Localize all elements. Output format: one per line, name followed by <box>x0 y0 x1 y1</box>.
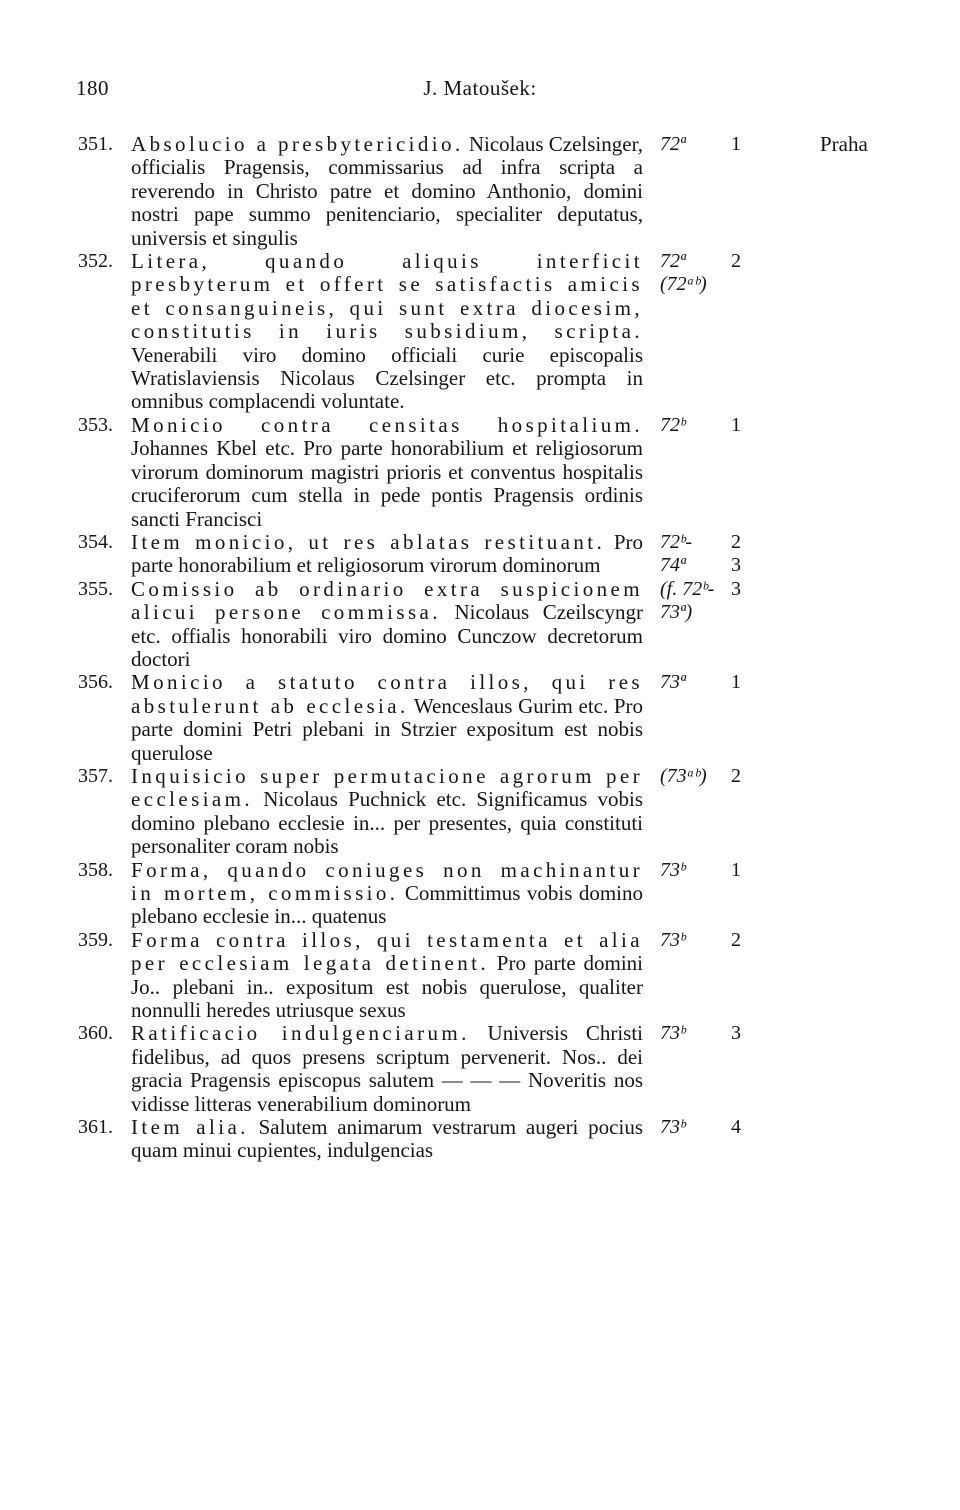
register-entry <box>0 1116 960 1163</box>
entry-title: Forma, quando coniuges non machinantur in mortem, commissio. <box>131 857 643 905</box>
entry-count <box>731 1116 751 1139</box>
entry-number: 358. <box>78 858 113 881</box>
entry-title: Monicio contra censitas hospitalium. <box>131 412 643 437</box>
register-entry <box>0 250 960 414</box>
entry-text: Universis Christi fidelibus, ad quos presens scriptum pervenerit. Nos.. dei gracia Pragensis episcopus salutem — — — Noveritis nos vidisse litteras venerabilium dominorum <box>131 1021 644 1116</box>
folio-line: 74ª <box>660 554 686 577</box>
folio-line: 73ª) <box>660 601 693 624</box>
count-line: 2 <box>731 764 741 787</box>
register-entries <box>0 133 960 1163</box>
entry-text: Nicolaus Czeilscyngr etc. offialis honorabili viro domino Cunczow decretorum doctori <box>131 600 643 671</box>
register-entry <box>0 133 960 250</box>
register-entry <box>0 929 960 1023</box>
entry-title: Monicio a statuto contra illos, qui res abstulerunt ab ecclesia. <box>131 670 643 718</box>
entry-body <box>131 250 643 414</box>
entry-text: Venerabili viro domino officiali curie episcopalis Wratislaviensis Nicolaus Czelsinger etc. prompta in omnibus complacendi voluntate. <box>131 342 643 414</box>
count-line: 3 <box>731 554 741 577</box>
entry-count <box>731 859 751 882</box>
register-entry <box>0 671 960 765</box>
count-line: 1 <box>731 671 741 694</box>
entry-number: 359. <box>78 928 113 951</box>
entry-body <box>131 1116 643 1163</box>
folio-line: 73ᵇ <box>660 1022 686 1045</box>
entry-text: Pro parte honorabilium et religiosorum virorum dominorum <box>131 529 643 578</box>
count-line: 1 <box>731 133 741 155</box>
folio-reference <box>660 414 730 437</box>
entry-number: 352. <box>78 250 113 273</box>
entry-number: 354. <box>78 530 113 553</box>
entry-text: Nicolaus Czelsinger, officialis Pragensis, commissarius ad infra scripta a reverendo in Christo patre et domino Anthonio, domini nostri pape summo penitenciario, specialiter deputatus, universis et singulis <box>131 132 643 250</box>
entry-number: 353. <box>78 413 113 436</box>
entry-body <box>131 531 643 578</box>
folio-line: 72ª <box>660 250 686 273</box>
entry-number: 356. <box>78 671 113 694</box>
folio-line: 73ᵇ <box>660 1116 686 1139</box>
entry-title: Inquisicio super permutacione agrorum per ecclesiam. <box>131 763 643 812</box>
folio-reference <box>660 1022 730 1045</box>
entry-body <box>131 414 643 531</box>
entry-title: Litera, quando aliquis interficit presbyterum et offert se satisfactis amicis et consanguineis, qui sunt extra diocesim, constitutis in iuris subsidium, scripta. <box>131 249 643 344</box>
entry-title: Item monicio, ut res ablatas restituant. <box>131 529 606 554</box>
entry-body <box>131 578 643 672</box>
folio-line: (72ᵃᵇ) <box>660 273 707 296</box>
folio-reference <box>660 929 730 952</box>
count-line: 3 <box>731 577 741 600</box>
folio-reference <box>660 250 730 297</box>
folio-reference <box>660 765 730 788</box>
entry-text: Pro parte domini Jo.. plebani in.. expositum est nobis querulose, qualiter nonnulli heredes utriusque sexus <box>131 951 643 1023</box>
entry-body <box>131 929 643 1023</box>
register-entry <box>0 578 960 672</box>
entry-count <box>731 578 751 601</box>
place-name: Praha <box>820 132 868 156</box>
register-entry <box>0 531 960 578</box>
entry-number: 351. <box>78 133 113 155</box>
folio-line: 73ᵇ <box>660 858 686 881</box>
entry-text: Wenceslaus Gurim etc. Pro parte domini Petri plebani in Strzier expositum est nobis querulose <box>131 693 643 765</box>
folio-reference <box>660 578 730 625</box>
register-entry <box>0 765 960 859</box>
entry-number: 357. <box>78 764 113 787</box>
folio-reference <box>660 133 730 156</box>
register-entry <box>0 1022 960 1116</box>
count-line: 1 <box>731 858 741 881</box>
entry-text: Salutem animarum vestrarum augeri pocius quam minui cupientes, indulgencias <box>131 1115 644 1163</box>
entry-title: Forma contra illos, qui testamenta et alia per ecclesiam legata detinent. <box>131 927 643 976</box>
folio-line: (f. 72ᵇ- <box>660 577 715 600</box>
folio-line: 73ᵇ <box>660 928 686 951</box>
register-entry <box>0 414 960 531</box>
count-line: 4 <box>731 1116 741 1139</box>
folio-reference <box>660 671 730 694</box>
entry-body <box>131 1022 643 1116</box>
entry-text: Committimus vobis domino plebano ecclesie in... quatenus <box>131 881 643 929</box>
entry-body <box>131 765 643 859</box>
entry-body <box>131 671 643 765</box>
count-line: 3 <box>731 1022 741 1045</box>
entry-title: Absolucio a presbytericidio. <box>131 132 464 156</box>
entry-count <box>731 531 751 578</box>
entry-count <box>731 250 751 273</box>
page-number: 180 <box>76 76 109 100</box>
entry-number: 360. <box>78 1022 113 1045</box>
entry-count <box>731 765 751 788</box>
folio-line: 72ᵇ- <box>660 530 693 553</box>
folio-line: 73ª <box>660 671 686 694</box>
entry-title: Comissio ab ordinario extra suspicionem alicui persone commissa. <box>131 576 643 625</box>
entry-number: 355. <box>78 577 113 600</box>
entry-count <box>731 1022 751 1045</box>
entry-number: 361. <box>78 1116 113 1139</box>
entry-count <box>731 414 751 437</box>
count-line: 1 <box>731 413 741 436</box>
count-line: 2 <box>731 250 741 273</box>
entry-title: Ratificacio indulgenciarum. <box>131 1021 470 1046</box>
entry-count <box>731 133 751 156</box>
entry-count <box>731 929 751 952</box>
entry-text: Johannes Kbel etc. Pro parte honorabilium et religiosorum virorum dominorum magistri prioris et conventus hospitalis cruciferorum cum stella in pede pontis Pragensis ordinis sancti Francisci <box>131 436 643 531</box>
entry-body <box>131 859 643 929</box>
folio-reference <box>660 1116 730 1139</box>
register-entry <box>0 859 960 929</box>
count-line: 2 <box>731 530 741 553</box>
folio-line: 72ª <box>660 133 686 155</box>
running-header-author: J. Matoušek: <box>423 76 537 100</box>
folio-line: 72ᵇ <box>660 413 686 436</box>
folio-line: (73ᵃᵇ) <box>660 764 707 787</box>
entry-body <box>131 133 643 250</box>
folio-reference <box>660 859 730 882</box>
entry-count <box>731 671 751 694</box>
count-line: 2 <box>731 928 741 951</box>
entry-title: Item alia. <box>131 1115 249 1140</box>
folio-reference <box>660 531 730 578</box>
entry-text: Nicolaus Puchnick etc. Significamus vobis domino plebano ecclesie in... per presentes, quia constituti personaliter coram nobis <box>131 787 643 859</box>
